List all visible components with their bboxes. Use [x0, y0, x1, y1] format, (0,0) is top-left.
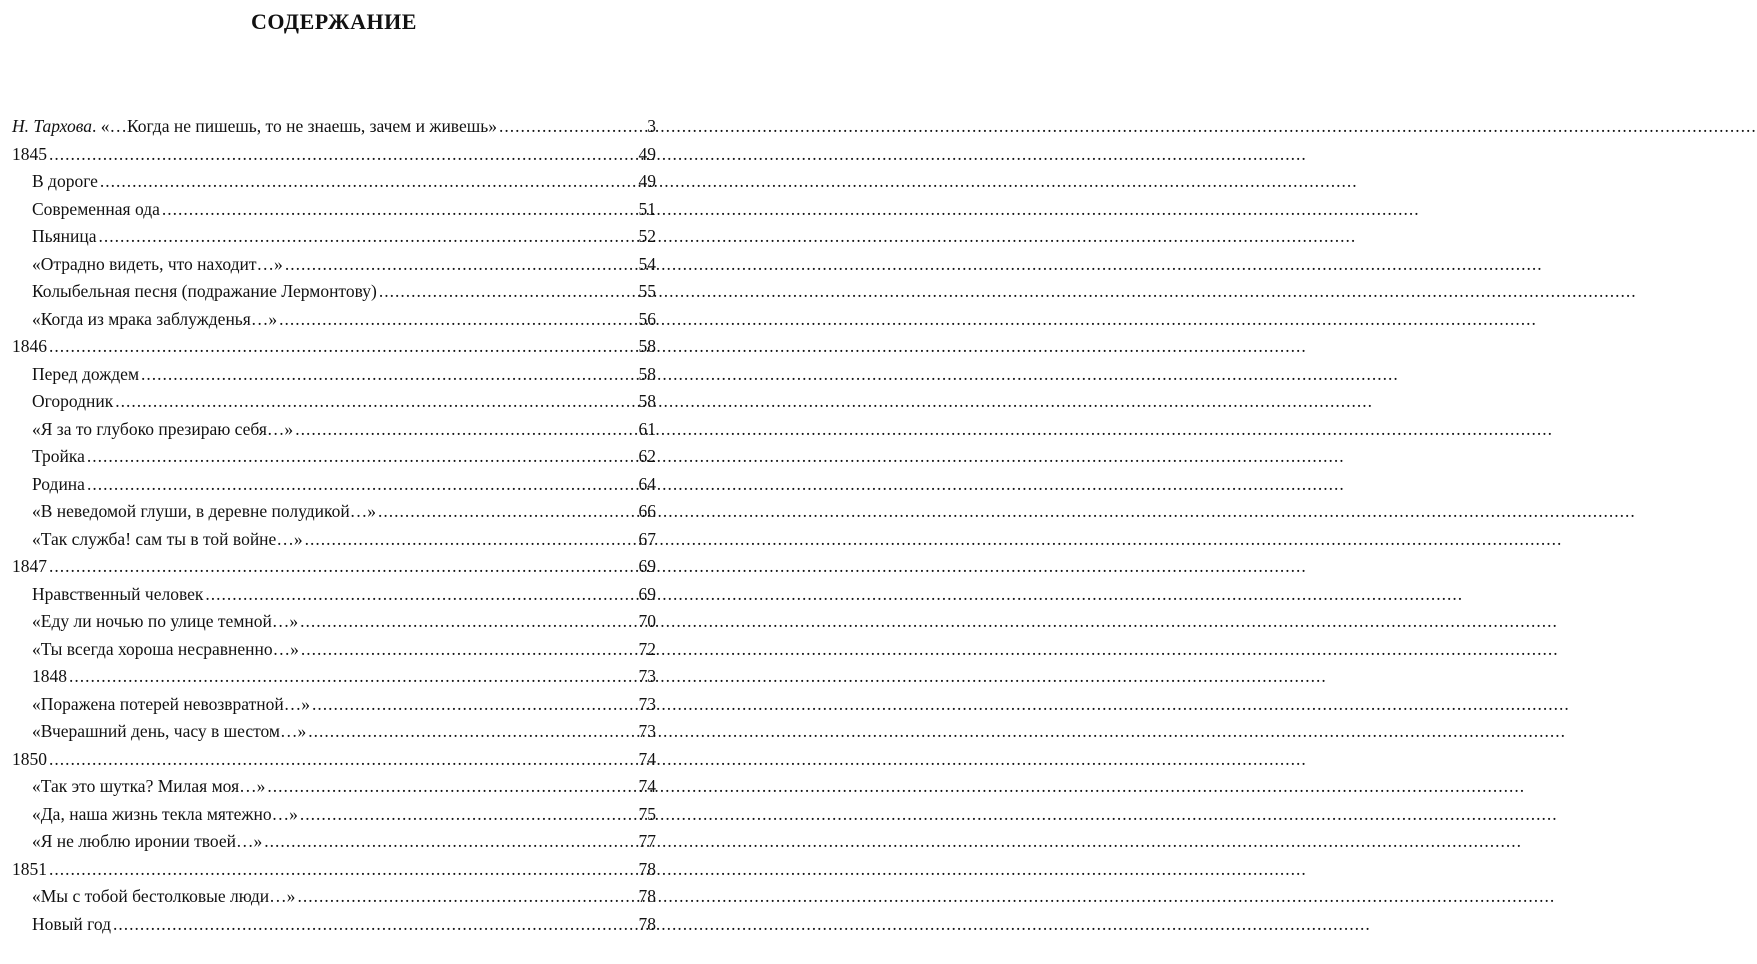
toc-entry-title: Пьяница — [32, 226, 97, 246]
toc-entry[interactable] — [12, 526, 656, 554]
toc-entry-page-number: 70 — [638, 611, 656, 631]
toc-entry[interactable] — [12, 278, 656, 306]
toc-entry[interactable] — [12, 416, 656, 444]
toc-entry-page-number: 54 — [638, 253, 656, 274]
toc-entry-page-number: 73 — [638, 666, 656, 686]
toc-entry[interactable] — [12, 498, 656, 526]
dot-leader — [297, 883, 636, 911]
dot-leader — [300, 608, 636, 636]
toc-entry-title: «Еду ли ночью по улице темной…» — [32, 611, 299, 631]
dot-leader — [499, 113, 645, 141]
toc-entry-title: 1851 — [12, 858, 47, 879]
toc-entry-title-text: . «…Когда не пишешь, то не знаешь, зачем и живешь» — [91, 116, 497, 136]
toc-entry-page-number: 56 — [638, 308, 656, 329]
toc-entry[interactable] — [12, 773, 656, 801]
dot-leader — [115, 388, 636, 416]
toc-entry-page-number: 78 — [638, 886, 656, 906]
toc-entry-page-number: 77 — [638, 831, 656, 851]
toc-entry[interactable] — [12, 443, 656, 471]
dot-leader — [113, 911, 636, 939]
toc-entry[interactable] — [12, 883, 656, 911]
toc-entry[interactable] — [12, 608, 656, 636]
toc-entry-page-number: 58 — [638, 391, 656, 411]
toc-section[interactable] — [12, 856, 656, 884]
toc-entry-title: «Я не люблю иронии твоей…» — [32, 831, 263, 851]
dot-leader — [308, 718, 636, 746]
toc-entry[interactable] — [12, 251, 656, 279]
toc-entry-page-number: 74 — [638, 748, 656, 769]
toc-entry-page-number: 62 — [638, 446, 656, 466]
toc-entry[interactable] — [12, 223, 656, 251]
toc-entry-page-number: 69 — [638, 583, 656, 604]
toc-entry-page-number: 51 — [638, 198, 656, 219]
dot-leader — [285, 251, 637, 279]
toc-entry-title — [12, 113, 497, 141]
toc-entry[interactable] — [12, 828, 656, 856]
toc-entry-page-number: 52 — [638, 226, 656, 246]
toc-entry[interactable] — [12, 196, 656, 224]
toc-section[interactable] — [12, 333, 656, 361]
toc-entry-title: Родина — [32, 473, 85, 494]
toc-entry-page-number: 73 — [638, 693, 656, 714]
dot-leader — [87, 443, 637, 471]
toc-entry-title: Новый год — [32, 913, 112, 934]
toc-entry[interactable] — [12, 636, 656, 664]
toc-entry-page-number: 78 — [638, 913, 656, 934]
dot-leader — [295, 416, 636, 444]
toc-entry-title: Перед дождем — [32, 363, 140, 384]
toc-entry-title: 1850 — [12, 748, 47, 769]
dot-leader — [379, 278, 637, 306]
toc-section[interactable] — [12, 113, 656, 141]
toc-entry-title: «Вчерашний день, часу в шестом…» — [32, 721, 307, 741]
dot-leader — [49, 141, 637, 169]
dot-leader — [300, 801, 637, 829]
dot-leader — [49, 856, 637, 884]
toc-entry-page-number: 67 — [638, 528, 656, 549]
toc-section[interactable] — [12, 553, 656, 581]
dot-leader — [264, 828, 636, 856]
toc-entry-page-number: 72 — [638, 638, 656, 659]
dot-leader — [301, 636, 637, 664]
toc-entry-title: «Отрадно видеть, что находит…» — [32, 253, 283, 274]
toc-entry-page-number: 73 — [638, 721, 656, 741]
toc-entry-page-number: 74 — [638, 776, 656, 796]
toc-entry-title: 1848 — [32, 666, 67, 686]
toc-entry-page-number: 69 — [638, 556, 656, 576]
toc-entry-title: «Ты всегда хороша несравненно…» — [32, 638, 299, 659]
toc-entry-page-number: 64 — [638, 473, 656, 494]
toc-entry-title: «Мы с тобой бестолковые люди…» — [32, 886, 296, 906]
dot-leader — [69, 663, 637, 691]
toc-entry-page-number: 3 — [647, 116, 656, 136]
toc-entry-page-number: 55 — [638, 281, 656, 301]
toc-entry-title: «Так это шутка? Милая моя…» — [32, 776, 266, 796]
toc-entry-title: Современная ода — [32, 198, 160, 219]
toc-entry-title: «Когда из мрака заблужденья…» — [32, 308, 278, 329]
toc-entry-page-number: 61 — [638, 418, 656, 439]
toc-entry-title: «В неведомой глуши, в деревне полудикой…» — [32, 501, 376, 521]
toc-entry-page-number: 49 — [638, 143, 656, 164]
dot-leader — [205, 581, 636, 609]
toc-entry-title: Тройка — [32, 446, 85, 466]
toc-entry[interactable] — [12, 581, 656, 609]
toc-entry-title: «Да, наша жизнь текла мятежно…» — [32, 803, 298, 824]
dot-leader — [279, 306, 636, 334]
toc-entry-title: В дороге — [32, 171, 98, 191]
dot-leader — [378, 498, 637, 526]
toc-entry-title: «Так служба! сам ты в той войне…» — [32, 528, 303, 549]
toc-entry[interactable] — [12, 911, 656, 939]
toc-entry[interactable] — [12, 388, 656, 416]
toc-entry-title: «Поражена потерей невозвратной…» — [32, 693, 310, 714]
toc-entry[interactable] — [12, 168, 656, 196]
toc-entry-page-number: 78 — [638, 858, 656, 879]
dot-leader — [100, 168, 637, 196]
toc-entry[interactable] — [12, 306, 656, 334]
toc-entry-page-number: 66 — [638, 501, 656, 521]
toc-entry-title: Колыбельная песня (подражание Лермонтову) — [32, 281, 377, 301]
toc-section[interactable] — [12, 746, 656, 774]
toc-entry-page-number: 75 — [638, 803, 656, 824]
dot-leader — [49, 553, 637, 581]
toc-entry[interactable] — [12, 663, 656, 691]
toc-entry-title: 1847 — [12, 556, 47, 576]
toc-entry-title: 1846 — [12, 336, 47, 356]
toc-entry-title: «Я за то глубоко презираю себя…» — [32, 418, 294, 439]
toc-entry[interactable] — [12, 718, 656, 746]
dot-leader — [312, 691, 637, 719]
toc-entry-page-number: 49 — [638, 171, 656, 191]
toc-entry-page-number: 58 — [638, 336, 656, 356]
dot-leader — [87, 471, 637, 499]
table-of-contents — [12, 113, 656, 938]
toc-entry-title: Огородник — [32, 391, 114, 411]
dot-leader — [99, 223, 637, 251]
toc-entry-title: 1845 — [12, 143, 47, 164]
toc-entry-title: Нравственный человек — [32, 583, 204, 604]
dot-leader — [49, 333, 637, 361]
toc-entry[interactable] — [12, 471, 656, 499]
page-title: СОДЕРЖАНИЕ — [251, 9, 417, 34]
toc-entry-page-number: 58 — [638, 363, 656, 384]
dot-leader — [267, 773, 636, 801]
dot-leader — [49, 746, 637, 774]
toc-entry[interactable] — [12, 361, 656, 389]
toc-entry-author: Н. Тархова — [12, 116, 92, 136]
toc-entry[interactable] — [12, 801, 656, 829]
dot-leader — [305, 526, 637, 554]
toc-entry[interactable] — [12, 691, 656, 719]
dot-leader — [141, 361, 636, 389]
dot-leader — [162, 196, 637, 224]
toc-section[interactable] — [12, 141, 656, 169]
